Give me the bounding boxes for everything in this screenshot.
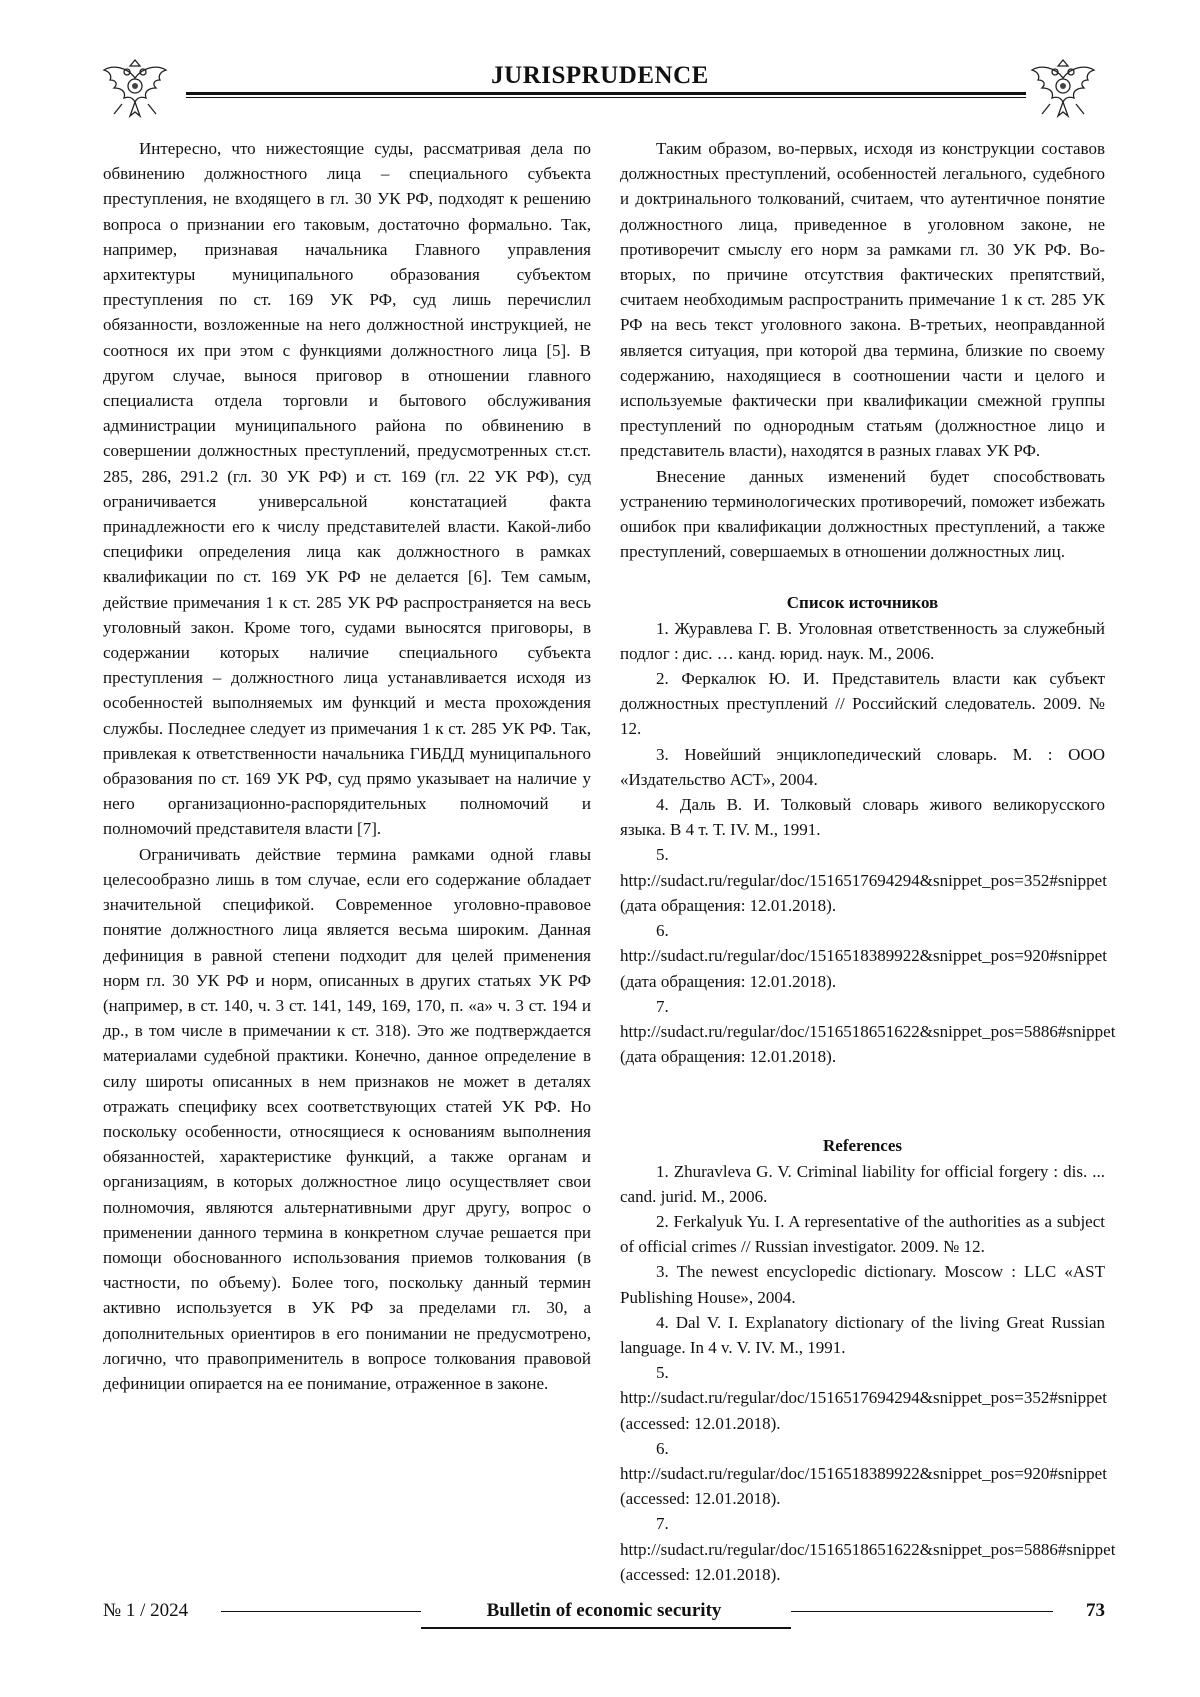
reference-item: 2. Ferkalyuk Yu. I. A representative of the authorities as a subject of official crimes // Russian investigator. 2009. № 12. xyxy=(620,1211,1105,1257)
source-item: 2. Феркалюк Ю. И. Представитель власти как субъект должностных преступлений // Российский следователь. 2009. № 12. xyxy=(620,669,1105,739)
reference-item: 6. http://sudact.ru/regular/doc/1516518389922&snippet_pos=920#snippet (accessed: 12.01.2018). xyxy=(620,1438,1107,1509)
header-rule xyxy=(186,92,1026,95)
page-number: 73 xyxy=(1086,1600,1105,1621)
reference-item: 3. The newest encyclopedic dictionary. Moscow : LLC «AST Publishing House», 2004. xyxy=(620,1262,1105,1307)
references-heading: References xyxy=(823,1136,902,1156)
reference-item: 5. http://sudact.ru/regular/doc/1516517694294&snippet_pos=352#snippet (accessed: 12.01.2018). xyxy=(620,1363,1107,1433)
sources-heading: Список источников xyxy=(786,593,939,613)
source-item: 6. http://sudact.ru/regular/doc/1516518389922&snippet_pos=920#snippet (дата обращения: 12.01.2018). xyxy=(620,921,1107,991)
body-paragraph: Таким образом, во-первых, исходя из конструкции составов должностных преступлений, особенностей легального, судебного и доктринального толкований, считаем, что аутентичное понятие должностного лица, приведенное в уголовном законе, не противоречит смыслу его норм за рамками гл. 30 УК РФ. Во-вторых, по причине отсутствия фактических препятствий, считаем необходимым распространить примечание 1 к ст. 285 УК РФ на весь текст уголовного закона. В-третьих, неоправданной является ситуация, при которой два термина, близкие по своему содержанию, находящиеся в соотношении части и целого и используемые фактически при квалификации смежной группы преступлений по однородным статьям (должностное лицо и представитель власти), находятся в разных главах УК РФ. xyxy=(620,139,1105,461)
body-paragraph: Интересно, что нижестоящие суды, рассматривая дела по обвинению должностного лица – специального субъекта преступления, не входящего в гл. 30 УК РФ, подходят к решению вопроса о признании его таковым, достаточно формально. Так, например, признавая начальника Главного управления архитектуры муниципального образования субъектом преступления по ст. 169 УК РФ, суд лишь перечислил обязанности, возложенные на него должностной инструкцией, не соотнося их при этом с функциями должностного лица [5]. В другом случае, вынося приговор в отношении главного специалиста отдела торговли и бытового обслуживания администрации муниципального района по обвинению в совершении должностных преступлений, предусмотренных ст.ст. 285, 286, 291.2 (гл. 30 УК РФ) и ст. 169 (гл. 22 УК РФ), суд ограничивается универсальной констатацией факта принадлежности его к числу представителей власти. Какой-либо специфики определения лица как должностного в рамках квалификации по ст. 169 УК РФ не делается [6]. Тем самым, действие примечания 1 к ст. 285 УК РФ распространяется на весь уголовный закон. Кроме того, судами выносятся приговоры, в содержании которых наличие специального субъекта преступления – должностного лица устанавливается исходя из особенностей выполняемых им функций и места прохождения службы. Последнее следует из примечания 1 к ст. 285 УК РФ. Так, привлекая к ответственности начальника ГИБДД муниципального образования по ст. 169 УК РФ, суд прямо указывает на наличие у него организационно-распорядительных полномочий и полномочий представителя власти [7]. xyxy=(103,139,591,839)
source-item: 7. http://sudact.ru/regular/doc/1516518651622&snippet_pos=5886#snippet (дата обращения: 12.01.2018). xyxy=(620,996,1116,1067)
section-header-title: JURISPRUDENCE xyxy=(491,62,709,89)
source-item: 5. http://sudact.ru/regular/doc/1516517694294&snippet_pos=352#snippet (дата обращения: 12.01.2018). xyxy=(620,845,1107,915)
reference-item: 7. http://sudact.ru/regular/doc/1516518651622&snippet_pos=5886#snippet (accessed: 12.01.2018). xyxy=(620,1514,1116,1584)
body-paragraph: Внесение данных изменений будет способствовать устранению терминологических противоречий, поможет избежать ошибок при квалификации должностных преступлений, а также преступлений, совершаемых в отношении должностных лиц. xyxy=(620,466,1105,562)
journal-underline xyxy=(421,1627,791,1629)
page-footer xyxy=(103,1600,1105,1630)
issue-number: № 1 / 2024 xyxy=(103,1600,189,1621)
source-item: 3. Новейший энциклопедический словарь. М. : ООО «Издательство АСТ», 2004. xyxy=(620,744,1105,789)
right-column xyxy=(620,136,1116,1587)
header-rule-thin xyxy=(186,97,1026,98)
reference-item: 1. Zhuravleva G. V. Criminal liability for official forgery : dis. ... cand. jurid. M., 2006. xyxy=(620,1161,1105,1206)
body-paragraph: Ограничивать действие термина рамками одной главы целесообразно лишь в том случае, если его содержание обладает значительной спецификой. Современное уголовно-правовое понятие должностного лица является весьма широким. Данная дефиниция в равной степени подходит для целей применения норм гл. 30 УК РФ и норм, описанных в других статьях УК РФ (например, в ст. 140, ч. 3 ст. 141, 149, 169, 170, п. «а» ч. 3 ст. 194 и др., в том числе в примечании к ст. 318). Это же подтверждается материалами судебной практики. Конечно, данное определение в силу широты описанных в нем признаков не может в деталях отражать специфику всех соответствующих статей УК РФ. Но поскольку особенности, относящиеся к основаниям выполнения обязанностей, характеристике функций, а также органам и организациям, в которых должностное лицо осуществляет свои полномочия, являются альтернативными друг другу, вопрос о применении данного термина в конкретном случае решается при помощи обоснованного использования приемов толкования (в частности, по объему). Более того, поскольку данный термин активно используется в УК РФ за пределами гл. 30, а дополнительных ориентиров в его понимании не предусмотрено, логично, что правоприменитель в вопросе толкования правовой дефиниции опирается на ее понимание, отраженное в законе. xyxy=(103,844,591,1393)
reference-item: 4. Dal V. I. Explanatory dictionary of the living Great Russian language. In 4 v. V. IV. M., 1991. xyxy=(620,1312,1105,1357)
footer-rule xyxy=(791,1611,1053,1612)
left-column xyxy=(103,136,591,1396)
journal-name: Bulletin of economic security xyxy=(486,1600,722,1621)
source-item: 4. Даль В. И. Толковый словарь живого великорусского языка. В 4 т. Т. IV. М., 1991. xyxy=(620,795,1105,840)
source-item: 1. Журавлева Г. В. Уголовная ответственность за служебный подлог : дис. … канд. юрид. наук. М., 2006. xyxy=(620,618,1105,663)
